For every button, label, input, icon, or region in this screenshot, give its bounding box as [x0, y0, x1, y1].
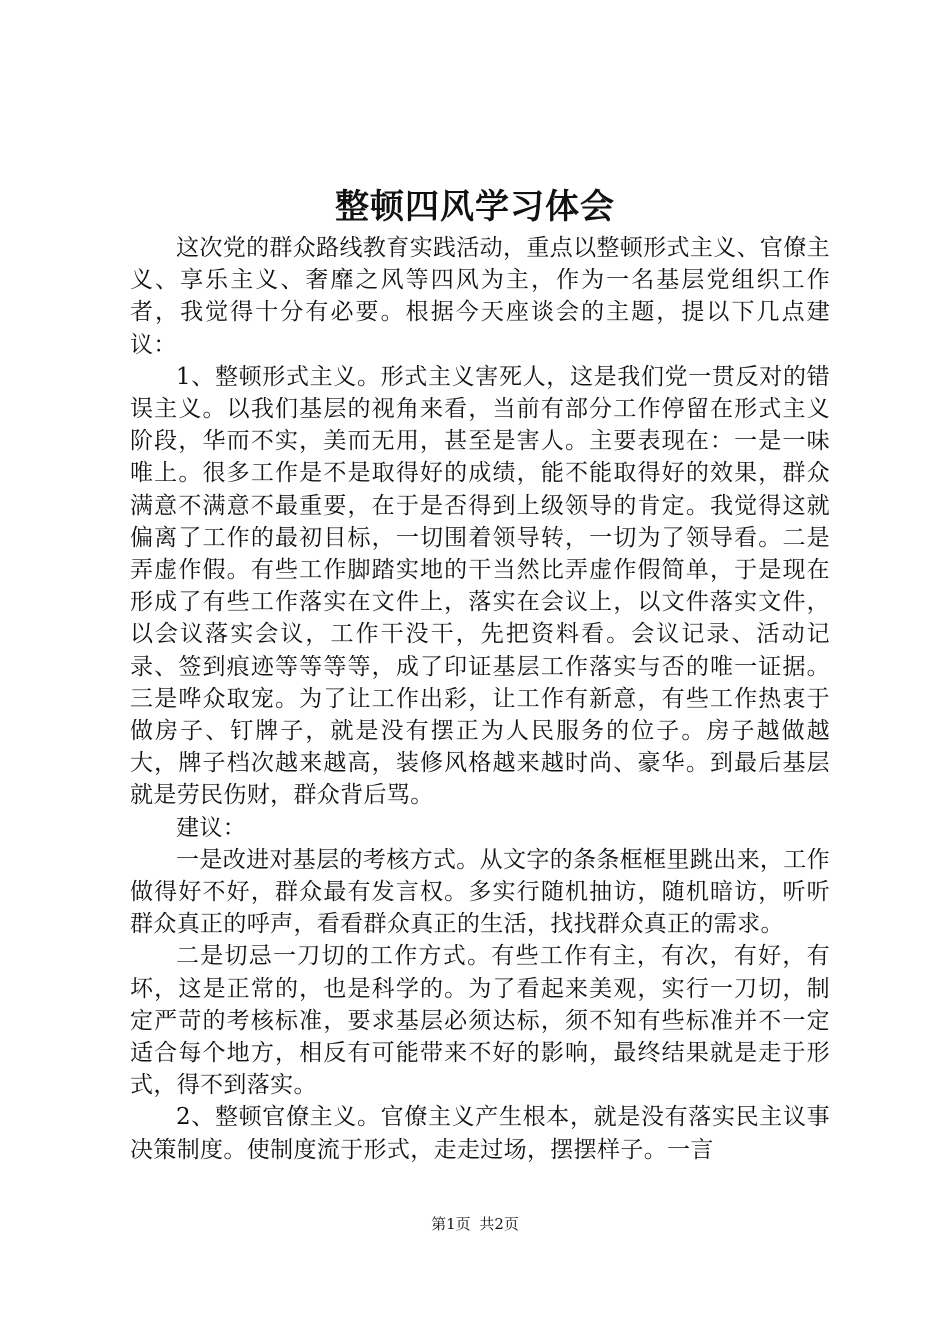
- page-total: 共2页: [479, 1215, 519, 1233]
- page-number: 第1页: [431, 1215, 471, 1233]
- paragraph-suggestion-1: 一是改进对基层的考核方式。从文字的条条框框里跳出来，工作做得好不好，群众最有发言权。多实行随机抽访，随机暗访，听听群众真正的呼声，看看群众真正的生活，找找群众真正的需求。: [130, 846, 830, 938]
- page-footer: [0, 1213, 950, 1235]
- paragraph-suggestion-heading: 建议：: [176, 814, 247, 841]
- paragraph-section-2: 2、整顿官僚主义。官僚主义产生根本，就是没有落实民主议事决策制度。使制度流于形式，走走过场，摆摆样子。一言: [130, 1104, 830, 1163]
- document-title: 整顿四风学习体会: [335, 187, 615, 227]
- document-body: [130, 232, 830, 1166]
- paragraph-suggestion-2: 二是切忌一刀切的工作方式。有些工作有主，有次，有好，有坏，这是正常的，也是科学的。为了看起来美观，实行一刀切，制定严苛的考核标准，要求基层必须达标，须不知有些标准并不一定适合每个地方，相反有可能带来不好的影响，最终结果就是走于形式，得不到落实。: [130, 943, 830, 1099]
- paragraph-section-1: 1、整顿形式主义。形式主义害死人，这是我们党一贯反对的错误主义。以我们基层的视角来看，当前有部分工作停留在形式主义阶段，华而不实，美而无用，甚至是害人。主要表现在：一是一味唯上。很多工作是不是取得好的成绩，能不能取得好的效果，群众满意不满意不最重要，在于是否得到上级领导的肯定。我觉得这就偏离了工作的最初目标，一切围着领导转，一切为了领导看。二是弄虚作假。有些工作脚踏实地的干当然比弄虚作假简单，于是现在形成了有些工作落实在文件上，落实在会议上，以文件落实文件，以会议落实会议，工作干没干，先把资料看。会议记录、活动记录、签到痕迹等等等等，成了印证基层工作落实与否的唯一证据。三是哗众取宠。为了让工作出彩，让工作有新意，有些工作热衷于做房子、钉牌子，就是没有摆正为人民服务的位子。房子越做越大，牌子档次越来越高，装修风格越来越时尚、豪华。到最后基层就是劳民伤财，群众背后骂。: [130, 363, 830, 809]
- paragraph-intro: 这次党的群众路线教育实践活动，重点以整顿形式主义、官僚主义、享乐主义、奢靡之风等四风为主，作为一名基层党组织工作者，我觉得十分有必要。根据今天座谈会的主题，提以下几点建议：: [130, 235, 830, 358]
